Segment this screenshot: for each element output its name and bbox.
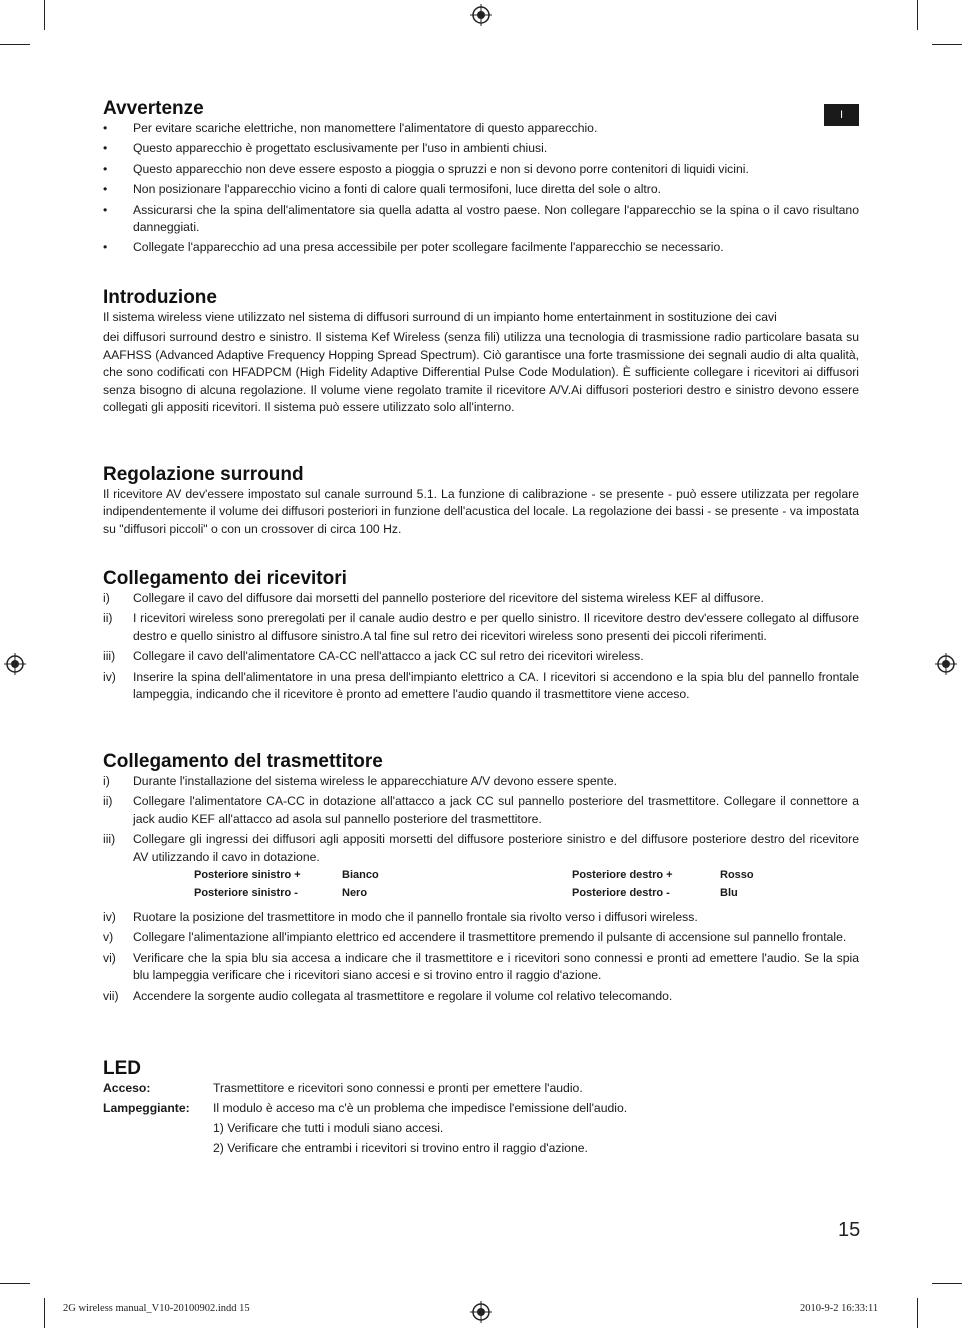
- section-title: Collegamento del trasmettitore: [103, 751, 383, 772]
- paragraph: Il ricevitore AV dev'essere impostato sul canale surround 5.1. La funzione di calibrazione - se presente - può essere utilizzata per regolare indipendentemente il volume dei diffusori posteriori in funzione dell'acustica del locale. La regolazione dei bassi - se presente - va impostata su "diffusori piccoli" o con un crossover di circa 100 Hz.: [103, 487, 859, 536]
- steps-list: [103, 773, 859, 866]
- crop-mark: [44, 1298, 45, 1328]
- list-item: vi) Verificare che la spia blu sia accesa a indicare che il trasmettitore e i ricevitori sono connessi e pronti ad emettere l'audio. Se la spia blu lampeggia verificare che i ricevitori siano accesi e si trovino entro il raggio d'azione.: [103, 950, 859, 983]
- section-title: Avvertenze: [103, 98, 204, 119]
- list-item: ii) I ricevitori wireless sono preregolati per il canale audio destro e per quello sinistro. Il ricevitore destro dev'essere collegato al diffusore destro e quello sinistro al diffusore sinistro.A tal fine sul retro dei ricevitori wireless sono presenti dei piccoli riferimenti.: [103, 611, 859, 643]
- registration-mark-icon: [935, 653, 957, 675]
- wiring-table: [103, 869, 859, 905]
- list-item: • Questo apparecchio è progettato esclusivamente per l'uso in ambienti chiusi.: [103, 141, 548, 156]
- footer-timestamp: 2010-9-2 16:33:11: [800, 1303, 879, 1314]
- list-item: • Non posizionare l'apparecchio vicino a fonti di calore quali termosifoni, luce diretta del sole o altro.: [103, 182, 662, 197]
- list-item: iv) Inserire la spina dell'alimentatore in una presa dell'impianto elettrico a CA. I ricevitori si accendono e la spia blu del pannello frontale lampeggia, indicando che il ricevitore è pronto ad emettere l'audio quando il trasmettitore viene acceso.: [103, 669, 859, 702]
- steps-list: [103, 909, 859, 1005]
- list-item: vii) Accendere la sorgente audio collegata al trasmettitore e regolare il volume col relativo telecomando.: [103, 988, 673, 1003]
- registration-mark-icon: [4, 653, 26, 675]
- list-item: v) Collegare l'alimentazione all'impianto elettrico ed accendere il trasmettitore premendo il pulsante di accensione sul pannello frontale.: [103, 930, 847, 945]
- section-title: LED: [103, 1058, 141, 1079]
- list-item: iv) Ruotare la posizione del trasmettitore in modo che il pannello frontale sia rivolto verso i diffusori wireless.: [103, 910, 698, 925]
- list-item: • Assicurarsi che la spina dell'alimentatore sia quella adatta al vostro paese. Non collegare l'apparecchio se la spina o il cavo risultano danneggiati.: [103, 202, 859, 235]
- list-item: • Per evitare scariche elettriche, non manomettere l'alimentatore di questo apparecchio.: [103, 121, 598, 135]
- list-item: iii) Collegare il cavo dell'alimentatore CA-CC nell'attacco a jack CC sul retro dei ricevitori wireless.: [103, 649, 644, 664]
- section-title: Regolazione surround: [103, 464, 304, 485]
- table-row: Posteriore sinistro - Nero Posteriore destro - Blu: [194, 887, 738, 900]
- crop-mark: [917, 1298, 918, 1328]
- steps-list: [103, 590, 859, 703]
- crop-mark: [0, 44, 30, 45]
- led-row-lampeggiante: Lampeggiante: Il modulo è acceso ma c'è un problema che impedisce l'emissione dell'audio.: [103, 1101, 628, 1115]
- section-avvertenze: [103, 98, 859, 260]
- led-step: 2) Verificare che entrambi i ricevitori si trovino entro il raggio d'azione.: [213, 1141, 588, 1155]
- section-introduzione: [103, 287, 859, 416]
- page-number: 15: [838, 1219, 861, 1241]
- crop-mark: [932, 1283, 962, 1284]
- section-title: Introduzione: [103, 287, 217, 308]
- list-item: ii) Collegare l'alimentatore CA-CC in dotazione all'attacco a jack CC sul pannello posteriore del trasmettitore. Collegare il connettore a jack audio KEF all'attacco ad asola sul pannello posteriore del trasmettitore.: [103, 794, 859, 826]
- section-ricevitori: [103, 568, 859, 706]
- crop-mark: [917, 0, 918, 30]
- list-item: • Collegate l'apparecchio ad una presa accessibile per poter scollegare facilmente l'apparecchio se necessario.: [103, 240, 724, 255]
- paragraph: Il sistema wireless viene utilizzato nel sistema di diffusori surround di un impianto home entertainment in sostituzione dei cavi: [103, 310, 777, 324]
- section-led: [103, 1058, 859, 1160]
- led-step: 1) Verificare che tutti i moduli siano accesi.: [213, 1121, 444, 1135]
- footer-file-info: 2G wireless manual_V10-20100902.indd 15: [63, 1303, 250, 1314]
- list-item: • Questo apparecchio non deve essere esposto a pioggia o spruzzi e non si devono porre contenitori di liquidi vicini.: [103, 161, 749, 176]
- registration-mark-icon: [470, 1301, 492, 1323]
- registration-mark-icon: [470, 4, 492, 26]
- warnings-list: [103, 120, 859, 257]
- section-title: Collegamento dei ricevitori: [103, 568, 347, 589]
- list-item: i) Collegare il cavo del diffusore dai morsetti del pannello posteriore del ricevitore del sistema wireless KEF al diffusore.: [103, 591, 764, 605]
- paragraph: dei diffusori surround destro e sinistro. Il sistema Kef Wireless (senza fili) utilizza una tecnologia di trasmissione radio particolare basata su AAFHSS (Advanced Adaptive Frequency Hopping Spread Spectrum). Ciò garantisce una forte trasmissione dei segnali audio di alta qualità, che sono codificati con HFADPCM (High Fidelity Adaptive Differential Pulse Code Modulation). È sufficiente collegare i ricevitori ai diffusori senza bisogno di alcuna regolazione. Il volume viene regolato tramite il ricevitore A/V.Ai diffusori posteriori destro e sinistro devono essere collegati gli appositi ricevitori. Il sistema può essere utilizzato solo all'interno.: [103, 330, 859, 415]
- section-trasmettitore: [103, 751, 859, 1008]
- list-item: i) Durante l'installazione del sistema wireless le apparecchiature A/V devono essere spente.: [103, 774, 618, 788]
- led-row-acceso: Acceso: Trasmettitore e ricevitori sono connessi e pronti per emettere l'audio.: [103, 1081, 583, 1095]
- crop-mark: [44, 0, 45, 30]
- table-row: Posteriore sinistro + Bianco Posteriore destro + Rosso: [194, 869, 754, 882]
- section-regolazione: [103, 464, 859, 538]
- list-item: iii) Collegare gli ingressi dei diffusori agli appositi morsetti del diffusore posteriore sinistro e del diffusore posteriore destro del ricevitore AV utilizzando il cavo in dotazione.: [103, 832, 859, 864]
- language-tab: I: [824, 104, 859, 126]
- crop-mark: [932, 44, 962, 45]
- crop-mark: [0, 1283, 30, 1284]
